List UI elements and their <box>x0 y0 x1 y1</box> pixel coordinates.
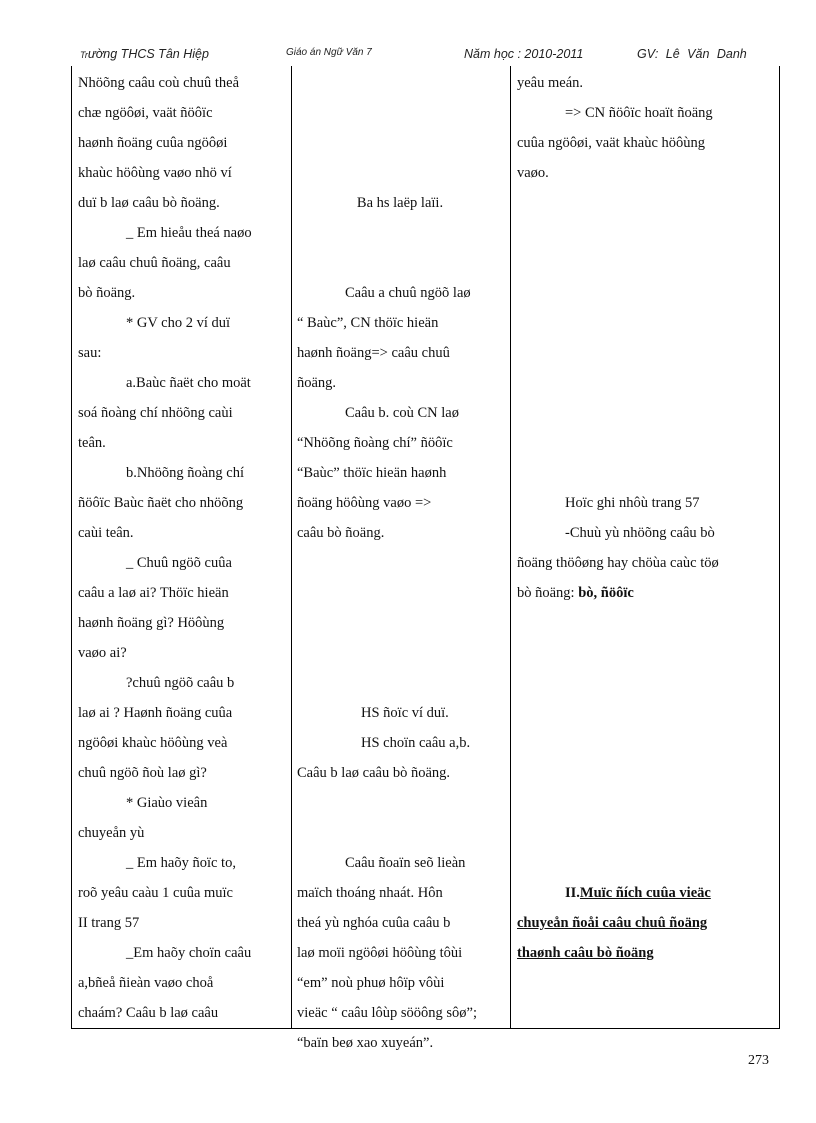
header-school-rest: ường THCS Tân Hiệp <box>87 47 209 61</box>
text-line: II trang 57 <box>78 915 140 931</box>
text-line: * Giaùo vieân <box>126 795 208 811</box>
text-line: Caâu ñoaïn seõ lieàn <box>345 855 466 871</box>
text-line: _ Chuû ngöõ cuûa <box>126 555 232 571</box>
text-line: Nhöõng caâu coù chuû theå <box>78 75 240 91</box>
text-line: * GV cho 2 ví duï <box>126 315 231 331</box>
text-line: => CN ñöôïc hoaït ñoäng <box>565 105 713 121</box>
text-line: bò ñoäng. <box>78 285 136 301</box>
text-line: theá yù nghóa cuûa caâu b <box>297 915 451 931</box>
text-line: _Em haõy choïn caâu <box>126 945 252 961</box>
note-bold-text: bò, ñöôïc <box>578 585 634 601</box>
section-title-line: chuyeån ñoåi caâu chuû ñoäng <box>517 915 708 931</box>
text-line: yeâu meán. <box>517 75 584 91</box>
text-line: Caâu b. coù CN laø <box>345 405 459 421</box>
section-number: II. <box>565 885 580 901</box>
text-line: caâu bò ñoäng. <box>297 525 385 541</box>
text-line: caâu a laø ai? Thöïc hieän <box>78 585 229 601</box>
text-line: khaùc höôùng vaøo nhö ví <box>78 165 232 181</box>
text-line: roõ yeâu caàu 1 cuûa muïc <box>78 885 233 901</box>
text-line: ñöôïc Baùc ñaët cho nhöõng <box>78 495 244 511</box>
student-activity-column <box>297 68 503 1058</box>
text-line: ngöôøi khaùc höôùng veà <box>78 735 228 751</box>
text-line: caùi teân. <box>78 525 134 541</box>
header-teacher: GV: Lê Văn Danh <box>637 47 747 61</box>
text-line: “baïn beø xao xuyeán”. <box>297 1035 434 1051</box>
header-lesson-plan: Giáo án Ngữ Văn 7 <box>286 47 372 58</box>
text-line: vaøo. <box>517 165 549 181</box>
text-line: teân. <box>78 435 106 451</box>
text-line: sau: <box>78 345 102 361</box>
text-line: ñoäng höôùng vaøo => <box>297 495 432 511</box>
text-line: HS ñoïc ví duï. <box>361 705 449 721</box>
text-line: _ Em hieåu theá naøo <box>126 225 252 241</box>
section-heading <box>517 878 769 908</box>
header-school <box>80 47 209 61</box>
text-line: b.Nhöõng ñoàng chí <box>126 465 244 481</box>
text-line: duï b laø caâu bò ñoäng. <box>78 195 220 211</box>
column-divider-2 <box>510 66 511 1029</box>
text-line: a.Baùc ñaët cho moät <box>126 375 251 391</box>
header-school-prefix: Tr <box>80 50 88 60</box>
text-line: “em” noù phuø hôïp vôùi <box>297 975 445 991</box>
text-line: “Nhöõng ñoàng chí” ñöôïc <box>297 435 453 451</box>
text-line: laø moïi ngöôøi höôùng tôùi <box>297 945 463 961</box>
text-line: _ Em haõy ñoïc to, <box>126 855 236 871</box>
text-line: Hoïc ghi nhôù trang 57 <box>565 495 700 511</box>
text-line: Ba hs laëp laïi. <box>356 195 444 211</box>
text-line <box>517 578 769 608</box>
text-line: HS choïn caâu a,b. <box>361 735 471 751</box>
text-line: -Chuù yù nhöõng caâu bò <box>565 525 715 541</box>
text-line: “Baùc” thöïc hieän haønh <box>297 465 447 481</box>
text-line: a,bñeå ñieàn vaøo choå <box>78 975 214 991</box>
text-line: Caâu a chuû ngöõ laø <box>345 285 471 301</box>
text-line: chaám? Caâu b laø caâu <box>78 1005 219 1021</box>
text-line: chæ ngöôøi, vaät ñöôïc <box>78 105 213 121</box>
text-line: haønh ñoäng gì? Höôùng <box>78 615 225 631</box>
lesson-content-column <box>517 68 769 968</box>
text-line: chuû ngöõ ñoù laø gì? <box>78 765 207 781</box>
header-school-year: Năm học : 2010-2011 <box>464 47 584 61</box>
text-line: vaøo ai? <box>78 645 127 661</box>
teacher-activity-column <box>78 68 284 1028</box>
text-line: laø ai ? Haønh ñoäng cuûa <box>78 705 233 721</box>
text-line: ?chuû ngöõ caâu b <box>126 675 235 691</box>
text-line: haønh ñoäng=> caâu chuû <box>297 345 450 361</box>
column-divider-1 <box>291 66 292 1029</box>
text-line: ñoäng thöôøng hay chöùa caùc töø <box>517 555 719 571</box>
text-line: Caâu b laø caâu bò ñoäng. <box>297 765 451 781</box>
text-line: vieäc “ caâu lôùp sööông sôø”; <box>297 1005 477 1021</box>
page-number: 273 <box>748 1053 769 1068</box>
text-line: ñoäng. <box>297 375 337 391</box>
text-line: laø caâu chuû ñoäng, caâu <box>78 255 231 271</box>
text-line: “ Baùc”, CN thöïc hieän <box>297 315 439 331</box>
note-plain-text: bò ñoäng: <box>517 585 579 601</box>
text-line: cuûa ngöôøi, vaät khaùc höôùng <box>517 135 706 151</box>
section-title-line: Muïc ñích cuûa vieäc <box>579 885 711 901</box>
text-line: haønh ñoäng cuûa ngöôøi <box>78 135 228 151</box>
text-line: soá ñoàng chí nhöõng caùi <box>78 405 233 421</box>
text-line: maïch thoáng nhaát. Hôn <box>297 885 443 901</box>
text-line: chuyeån yù <box>78 825 145 841</box>
section-title-line: thaønh caâu bò ñoäng <box>517 945 654 961</box>
